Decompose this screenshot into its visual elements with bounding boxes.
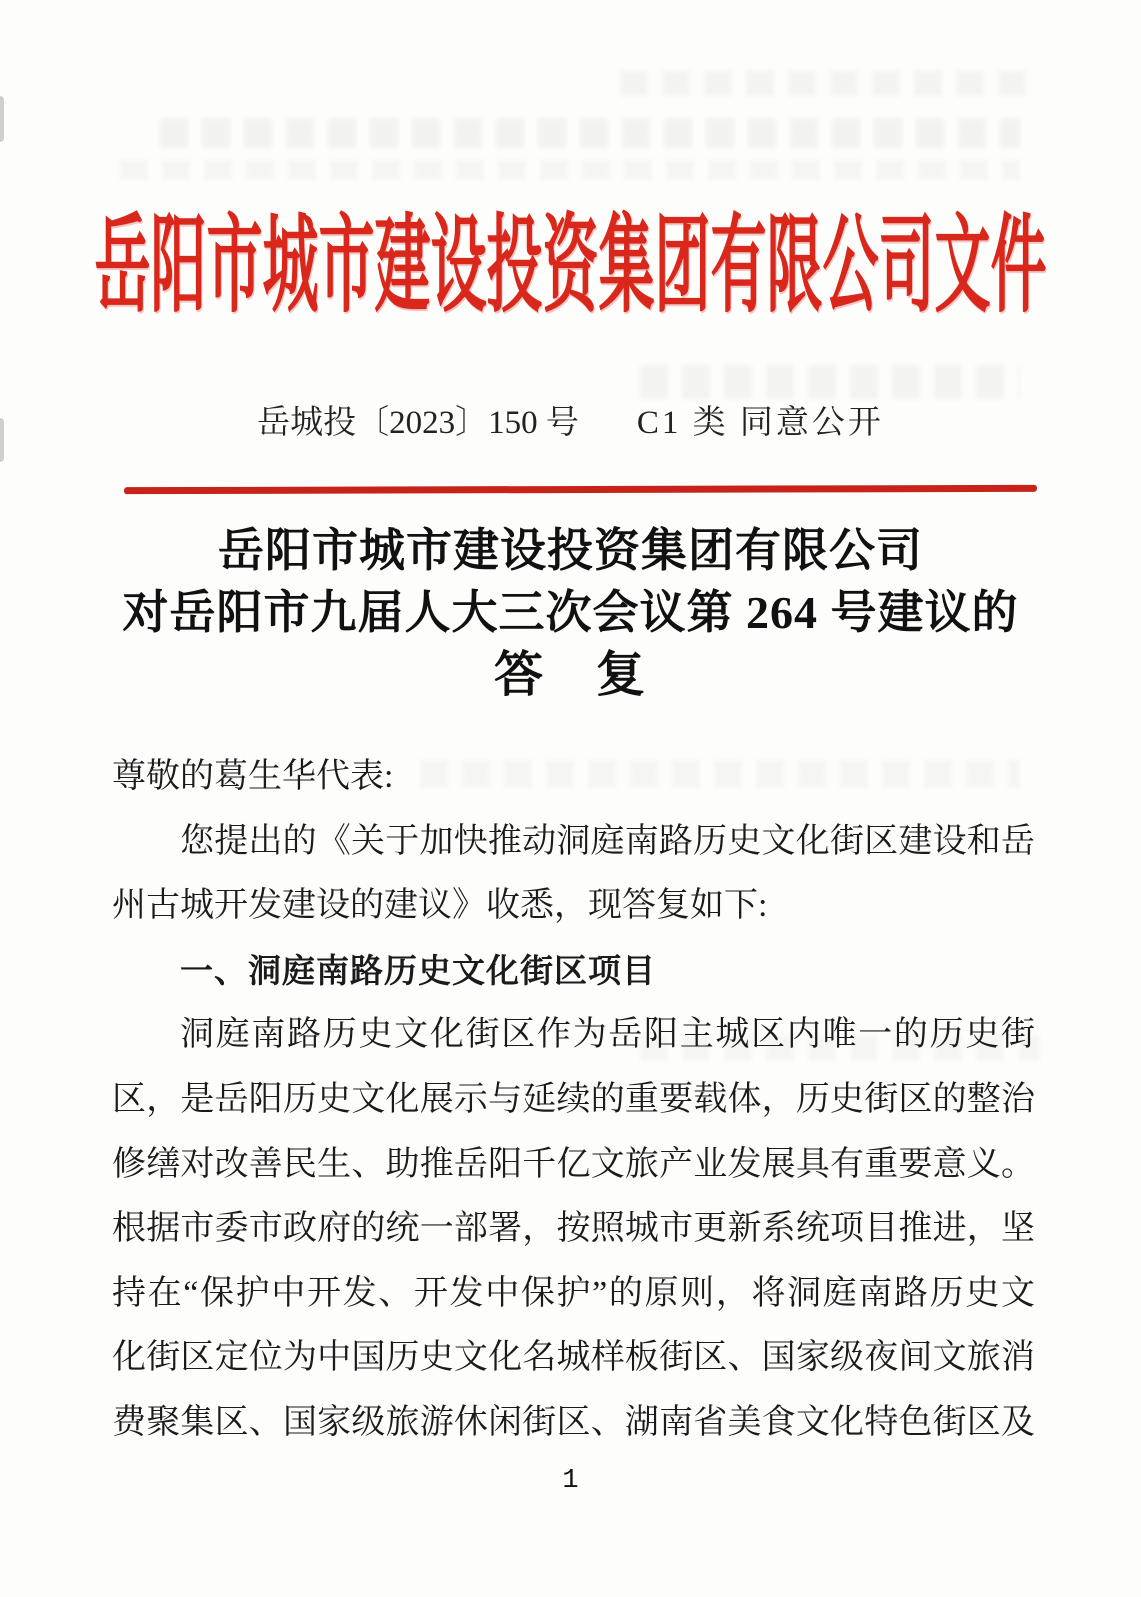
- letterhead-title: 岳阳市城市建设投资集团有限公司文件: [94, 208, 1047, 327]
- body-line: 洞庭南路历史文化街区作为岳阳主城区内唯一的历史街: [180, 1016, 1035, 1054]
- document-title-line2: 对岳阳市九届人大三次会议第 264 号建议的: [122, 587, 1019, 638]
- document-body: [112, 745, 1035, 1456]
- document-meta-row: [0, 396, 1141, 443]
- body-line: 您提出的《关于加快推动洞庭南路历史文化街区建设和岳: [180, 822, 1035, 860]
- bleed-through-ghost: [640, 365, 1020, 399]
- document-number: 岳城投〔2023〕150 号: [257, 405, 579, 441]
- body-line: 费聚集区、国家级旅游休闲街区、湖南省美食文化特色街区及: [112, 1403, 1035, 1441]
- section-heading: 一、洞庭南路历史文化街区项目: [180, 951, 656, 989]
- classification-label: C1 类 同意公开: [636, 405, 884, 441]
- document-title: [0, 520, 1141, 706]
- red-separator-rule: [124, 485, 1037, 494]
- letterhead: [0, 0, 1141, 334]
- document-title-line1: 岳阳市城市建设投资集团有限公司: [218, 525, 923, 576]
- body-line: 州古城开发建设的建议》收悉，现答复如下:: [112, 887, 768, 925]
- body-line: 化街区定位为中国历史文化名城样板街区、国家级夜间文旅消: [112, 1339, 1035, 1377]
- document-title-line3: 答 复: [493, 647, 647, 702]
- page-number: 1: [562, 1466, 579, 1496]
- salutation-line: 尊敬的葛生华代表:: [112, 758, 394, 795]
- body-line: 持在“保护中开发、开发中保护”的原则，将洞庭南路历史文: [112, 1274, 1035, 1312]
- body-line: 修缮对改善民生、助推岳阳千亿文旅产业发展具有重要意义。: [112, 1145, 1035, 1183]
- body-line: 根据市委市政府的统一部署，按照城市更新系统项目推进，坚: [112, 1210, 1035, 1248]
- body-line: 区，是岳阳历史文化展示与延续的重要载体，历史街区的整治: [112, 1080, 1035, 1118]
